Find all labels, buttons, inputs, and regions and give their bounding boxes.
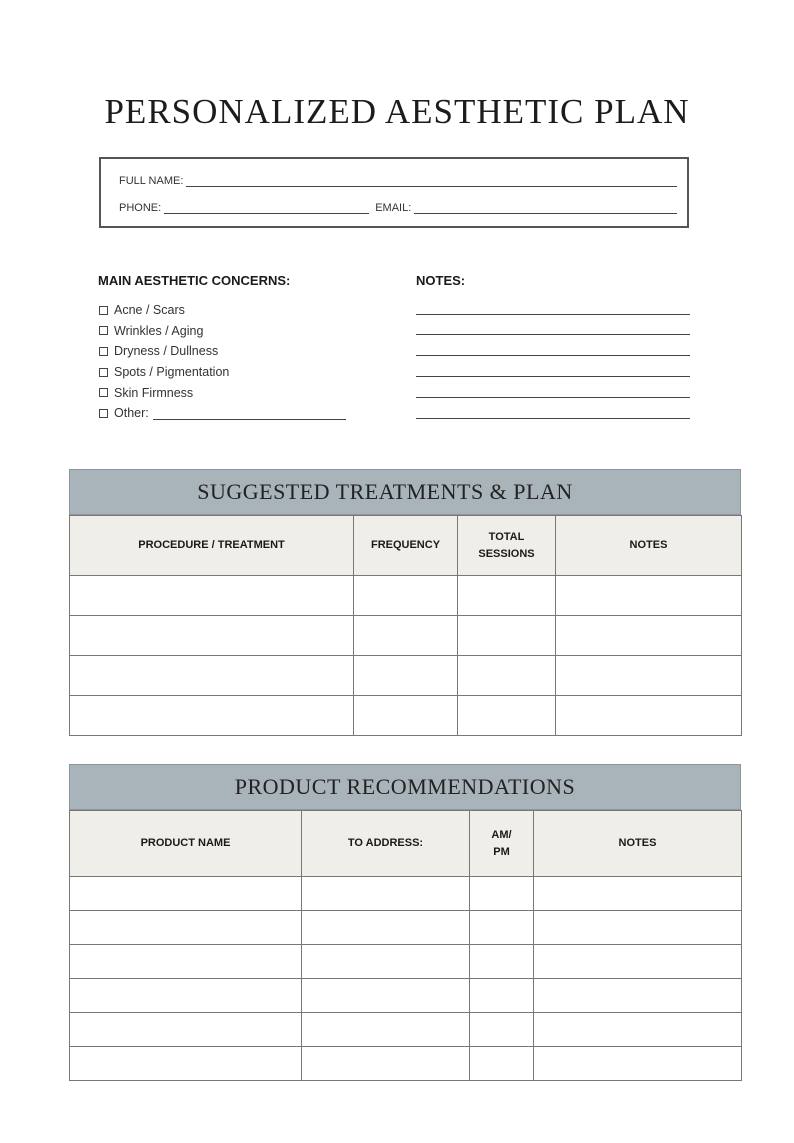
concern-label: Other: [114,406,149,421]
email-field[interactable] [414,202,677,214]
table-cell[interactable] [534,1013,742,1047]
table-cell[interactable] [470,1047,534,1081]
table-cell[interactable] [470,911,534,945]
full-name-label: FULL NAME: [119,175,184,187]
table-cell[interactable] [534,945,742,979]
table-cell[interactable] [458,616,556,656]
concern-label: Dryness / Dullness [114,344,219,359]
table-cell[interactable] [302,1047,470,1081]
table-cell[interactable] [534,877,742,911]
concern-label: Skin Firmness [114,385,194,400]
table-row [70,576,742,616]
checkbox-icon[interactable] [99,409,108,418]
page-title: PERSONALIZED AESTHETIC PLAN [104,92,690,131]
table-cell[interactable] [354,696,458,736]
products-title [69,764,741,810]
table-row [70,979,742,1013]
notes-line[interactable] [416,397,690,398]
products-title-text: PRODUCT RECOMMENDATIONS [234,774,576,799]
table-cell[interactable] [470,945,534,979]
table-cell[interactable] [70,656,354,696]
table-cell[interactable] [70,576,354,616]
table-row [70,1013,742,1047]
col-product-name: PRODUCT NAME [70,811,302,877]
treatments-title [69,469,741,515]
phone-field[interactable] [164,202,369,214]
col-total-sessions [458,516,556,576]
table-cell[interactable] [70,979,302,1013]
table-cell[interactable] [556,696,742,736]
table-cell[interactable] [302,979,470,1013]
table-row [70,656,742,696]
concern-label: Acne / Scars [114,303,185,318]
table-cell[interactable] [470,979,534,1013]
table-cell[interactable] [354,576,458,616]
table-cell[interactable] [70,945,302,979]
notes-line[interactable] [416,376,690,377]
table-row [70,616,742,656]
table-cell[interactable] [354,656,458,696]
table-cell[interactable] [70,911,302,945]
table-cell[interactable] [458,696,556,736]
concern-item[interactable] [99,362,346,383]
table-cell[interactable] [70,877,302,911]
concern-label: Spots / Pigmentation [114,365,230,380]
table-cell[interactable] [534,979,742,1013]
notes-line[interactable] [416,314,690,315]
checkbox-icon[interactable] [99,347,108,356]
table-cell[interactable] [302,911,470,945]
table-row [70,945,742,979]
table-cell[interactable] [354,616,458,656]
table-cell[interactable] [556,616,742,656]
concern-item[interactable] [99,382,346,403]
table-row [70,1047,742,1081]
treatments-table [69,469,741,736]
products-table [69,764,741,1081]
email-label: EMAIL: [375,202,412,214]
full-name-row [119,175,677,187]
table-cell[interactable] [302,1013,470,1047]
notes-heading: NOTES: [416,273,466,288]
concern-item[interactable] [99,341,346,362]
concern-item[interactable] [99,321,346,342]
table-cell[interactable] [70,1047,302,1081]
concern-item[interactable] [99,403,346,424]
table-cell[interactable] [534,911,742,945]
table-cell[interactable] [70,1013,302,1047]
col-procedure: PROCEDURE / TREATMENT [70,516,354,576]
checkbox-icon[interactable] [99,368,108,377]
phone-label: PHONE: [119,202,162,214]
table-cell[interactable] [470,1013,534,1047]
concern-label: Wrinkles / Aging [114,323,204,338]
col-am-pm [470,811,534,877]
col-total-sessions-text: TOTAL SESSIONS [478,531,535,560]
col-frequency: FREQUENCY [354,516,458,576]
concerns-heading: MAIN AESTHETIC CONCERNS: [98,273,291,288]
checkbox-icon[interactable] [99,326,108,335]
col-notes: NOTES [534,811,742,877]
concern-item[interactable] [99,300,346,321]
contact-row [119,202,677,214]
checkbox-icon[interactable] [99,388,108,397]
table-cell[interactable] [534,1047,742,1081]
table-cell[interactable] [70,696,354,736]
treatments-title-text: SUGGESTED TREATMENTS & PLAN [197,479,573,504]
full-name-field[interactable] [186,175,677,187]
other-concern-field[interactable] [153,407,346,420]
table-cell[interactable] [556,656,742,696]
notes-line[interactable] [416,355,690,356]
table-cell[interactable] [458,576,556,616]
concerns-list [99,300,346,424]
table-cell[interactable] [556,576,742,616]
table-cell[interactable] [470,877,534,911]
table-cell[interactable] [302,877,470,911]
col-notes: NOTES [556,516,742,576]
col-am-pm-text: AM/ PM [491,829,512,858]
table-cell[interactable] [302,945,470,979]
table-row [70,877,742,911]
table-cell[interactable] [458,656,556,696]
table-row [70,696,742,736]
col-to-address: TO ADDRESS: [302,811,470,877]
client-info-box [99,157,689,228]
notes-line[interactable] [416,418,690,419]
checkbox-icon[interactable] [99,306,108,315]
table-row [70,911,742,945]
table-cell[interactable] [70,616,354,656]
notes-line[interactable] [416,334,690,335]
